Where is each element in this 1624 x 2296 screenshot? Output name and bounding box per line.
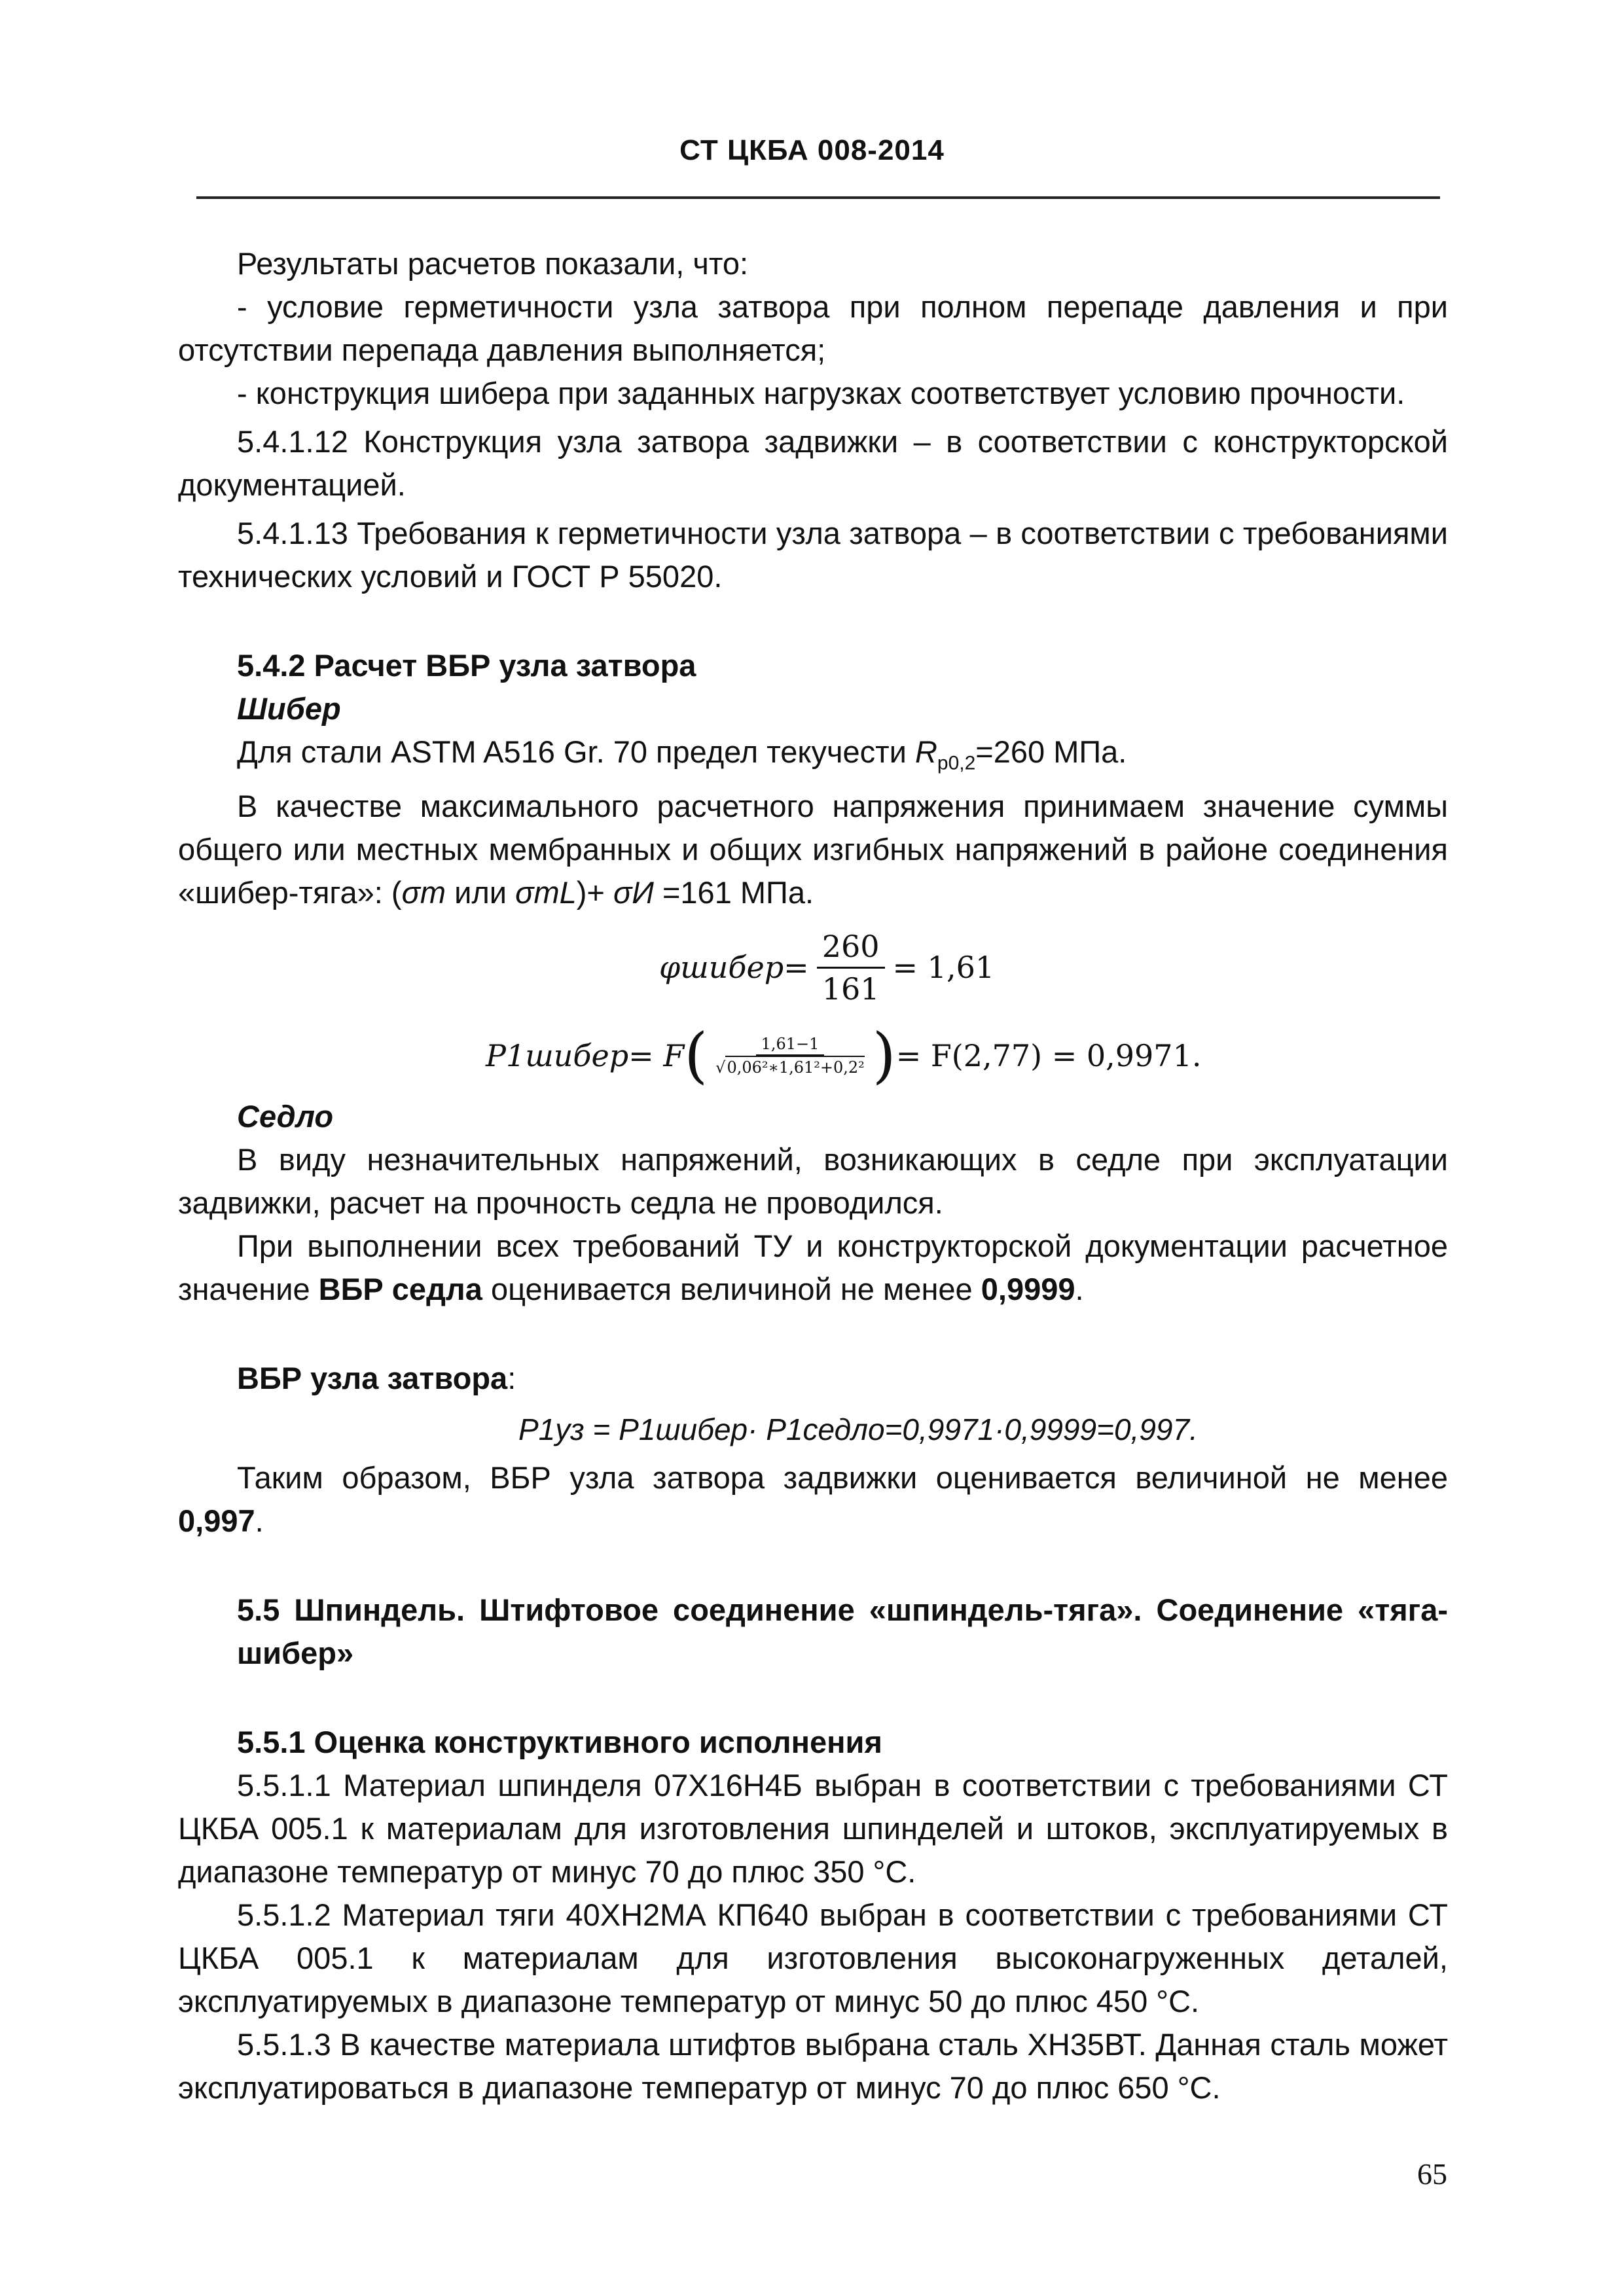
sedlo-paragraph-1: В виду незначительных напряжений, возникающих в седле при эксплуатации задвижки, расчет на прочность седла не проводился. [178,1142,1448,1221]
right-paren: ) [872,1020,896,1091]
paragraph-5-5-1-1: 5.5.1.1 Материал шпинделя 07Х16Н4Б выбран в соответствии с требованиями СТ ЦКБА 005.1 к материалам для изготовления шпинделей и штоков, эксплуатируемых в диапазоне температур от минус 70 до плюс 350 °С. [178,1768,1448,1890]
page-number: 65 [1417,2157,1447,2191]
paragraph-number: 5.4.1.12 [237,424,348,459]
sedlo-value: 0,9999 [981,1272,1075,1307]
steel-yield-paragraph [178,730,1448,785]
formula-result: = F(2,77) = 0,9971. [895,1038,1202,1074]
fraction-numerator: 1,61−1 [756,1033,825,1056]
section-heading-5-5: 5.5 Шпиндель. Штифтовое соединение «шпиндель-тяга». Соединение «тяга-шибер» [237,1592,1448,1671]
formula-p1-shiber [178,1016,1448,1095]
vbr-uzla-label: ВБР узла затвора [237,1361,508,1396]
paragraph-5-5-1-2: 5.5.1.2 Материал тяги 40ХН2МА КП640 выбран в соответствии с требованиями СТ ЦКБА 005.1 к материалам для изготовления высоконагруженных деталей, эксплуатируемых в диапазоне температур от минус 50 до плюс 450 °С. [178,1897,1448,2019]
stress-value: =161 МПа. [653,875,814,910]
sedlo-text-mid: оценивается величиной не менее [482,1272,981,1307]
body-text [178,242,1448,2109]
conclusion-text: Таким образом, ВБР узла затвора задвижки оценивается величиной не менее [237,1460,1448,1496]
left-paren: ( [684,1020,708,1091]
formula-phi-shiber [178,918,1448,1016]
sedlo-text: При выполнении всех требований ТУ и конструкторской документации расчетное значение [178,1229,1448,1307]
results-intro: Результаты расчетов показали, что: [237,246,749,281]
section-heading-5-5-1: 5.5.1 Оценка конструктивного исполнения [237,1725,882,1760]
fraction-numerator: 260 [817,926,885,969]
paragraph-5-5-1-3: 5.5.1.3 В качестве материала штифтов выбрана сталь ХН35ВТ. Данная сталь может эксплуатироваться в диапазоне температур от минус 70 до плюс 650 °С. [178,2027,1448,2106]
sigma-i: σИ [613,875,654,910]
results-item-1: - условие герметичности узла затвора при полном перепаде давления и при отсутствии перепада давления выполняется; [178,289,1448,367]
paragraph-number: 5.4.1.13 [237,516,348,550]
sigma-m: σm [401,875,446,910]
conclusion-paragraph [178,1456,1448,1543]
formula-p1-uz: P1уз = P1шибер· P1седло=0,9971·0,9999=0,997. [518,1412,1198,1447]
fraction [715,1033,865,1078]
yield-symbol: R [914,734,937,769]
formula-lhs: φшибер [659,950,784,986]
yield-value: =260 МПа. [975,734,1127,769]
subheading-sedlo: Седло [237,1099,334,1134]
formula-lhs: P1шибер [486,1038,629,1074]
fraction [817,926,885,1009]
paragraph-text: Конструкция узла затвора задвижки – в соответствии с конструкторской документацией. [178,424,1448,502]
vbr-uzla-heading [178,1357,1448,1400]
yield-subscript: p0,2 [937,752,976,774]
section-heading-5-4-2: 5.4.2 Расчет ВБР узла затвора [237,648,696,683]
results-item-2: - конструкция шибера при заданных нагрузках соответствует условию прочности. [237,376,1405,410]
subheading-shiber: Шибер [237,691,341,726]
fraction-denominator: 161 [821,971,880,1007]
colon: : [507,1361,516,1396]
paragraph-text: Требования к герметичности узла затвора – в соответствии с требованиями технических условий и ГОСТ Р 55020. [178,516,1449,594]
sqrt-radicand: 0,06²∗1,61²+0,2² [725,1056,864,1078]
conclusion-end: . [255,1503,264,1539]
formula-result: = 1,61 [892,950,995,986]
sedlo-end: . [1075,1272,1084,1307]
max-stress-paragraph [178,785,1448,914]
or-text: или [446,875,516,910]
formula-eq: = F [628,1038,685,1074]
max-stress-text: В качестве максимального расчетного напряжения принимаем значение суммы общего или местных мембранных и общих изгибных напряжений в районе соединения «шибер-тяга»: ( [178,789,1448,910]
page-header-title: СТ ЦКБА 008-2014 [679,134,945,166]
sedlo-term: ВБР седла [318,1272,482,1307]
fraction-denominator: √0,06²∗1,61²+0,2² [715,1056,865,1078]
header-divider [196,196,1440,199]
steel-text: Для стали ASTM A516 Gr. 70 предел текучести [237,734,915,769]
paragraph-5-4-1-12 [178,420,1448,507]
sedlo-paragraph-2 [178,1225,1448,1311]
conclusion-value: 0,997 [178,1503,255,1539]
plus-text: )+ [576,875,613,910]
paragraph-5-4-1-13 [178,512,1448,598]
sigma-ml: σmL [515,875,577,910]
formula-eq: = [784,950,809,986]
